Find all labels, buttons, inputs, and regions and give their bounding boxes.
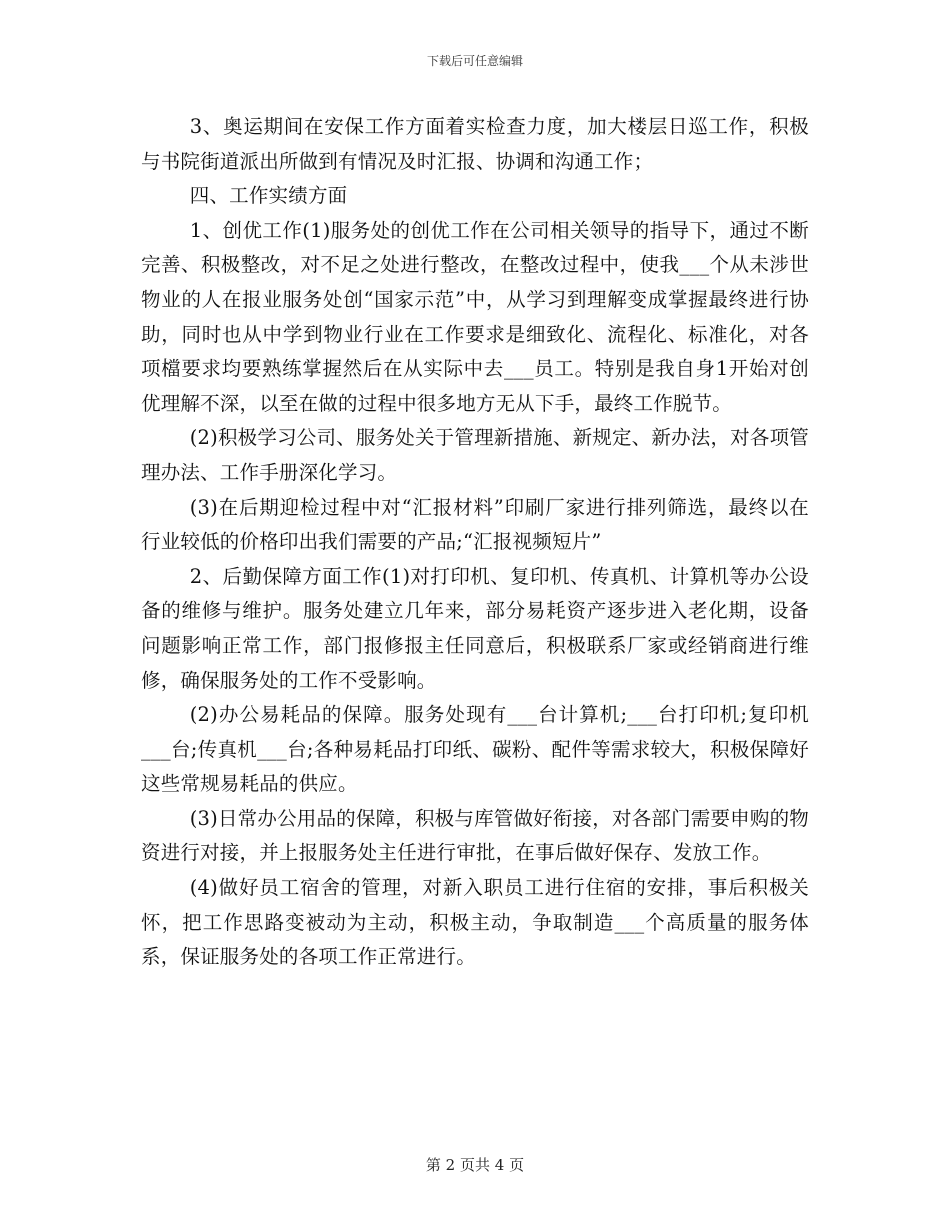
paragraph-office-supplies: (3)日常办公用品的保障，积极与库管做好衔接，对各部门需要申购的物资进行对接，并上报服务处主任进行审批，在事后做好保存、发放工作。 [141, 806, 809, 865]
page-header-note: 下载后可任意编辑 [426, 54, 523, 68]
paragraph-logistics-equipment: 2、后勤保障方面工作(1)对打印机、复印机、传真机、计算机等办公设备的维修与维护。服务处建立几年来，部分易耗资产逐步进入老化期，设备问题影响正常工作，部门报修报主任同意后，积极联系厂家或经销商进行维修，确保服务处的工作不受影响。 [141, 564, 809, 692]
section-heading-achievements: 四、工作实绩方面 [189, 184, 348, 208]
paragraph-report-materials: (3)在后期迎检过程中对“汇报材料”印刷厂家进行排列筛选，最终以在行业较低的价格印出我们需要的产品;“汇报视频短片” [141, 495, 809, 554]
document-body [141, 110, 809, 975]
page-number-footer: 第 2 页共 4 页 [425, 1156, 525, 1174]
paragraph-excellence-work: 1、创优工作(1)服务处的创优工作在公司相关领导的指导下，通过不断完善、积极整改，对不足之处进行整改，在整改过程中，使我___个从未涉世物业的人在报业服务处创“国家示范”中，从学习到理解变成掌握最终进行协助，同时也从中学到物业行业在工作要求是细致化、流程化、标准化，对各项檔要求均要熟练掌握然后在从实际中去___员工。特别是我自身1开始对创优理解不深，以至在做的过程中很多地方无从下手，最终工作脱节。 [141, 218, 809, 415]
paragraph-dormitory: (4)做好员工宿舍的管理，对新入职员工进行住宿的安排，事后积极关怀，把工作思路变被动为主动，积极主动，争取制造___个高质量的服务体系，保证服务处的各项工作正常进行。 [141, 876, 809, 969]
paragraph-security-olympics: 3、奥运期间在安保工作方面着实检查力度，加大楼层日巡工作，积极与书院街道派出所做到有情况及时汇报、协调和沟通工作； [141, 115, 809, 173]
paragraph-consumables: (2)办公易耗品的保障。服务处现有___台计算机;___台打印机;复印机___台;传真机___台;各种易耗品打印纸、碳粉、配件等需求较大，积极保障好这些常规易耗品的供应。 [141, 703, 809, 796]
paragraph-study-measures: (2)积极学习公司、服务处关于管理新措施、新规定、新办法，对各项管理办法、工作手册深化学习。 [141, 426, 809, 484]
